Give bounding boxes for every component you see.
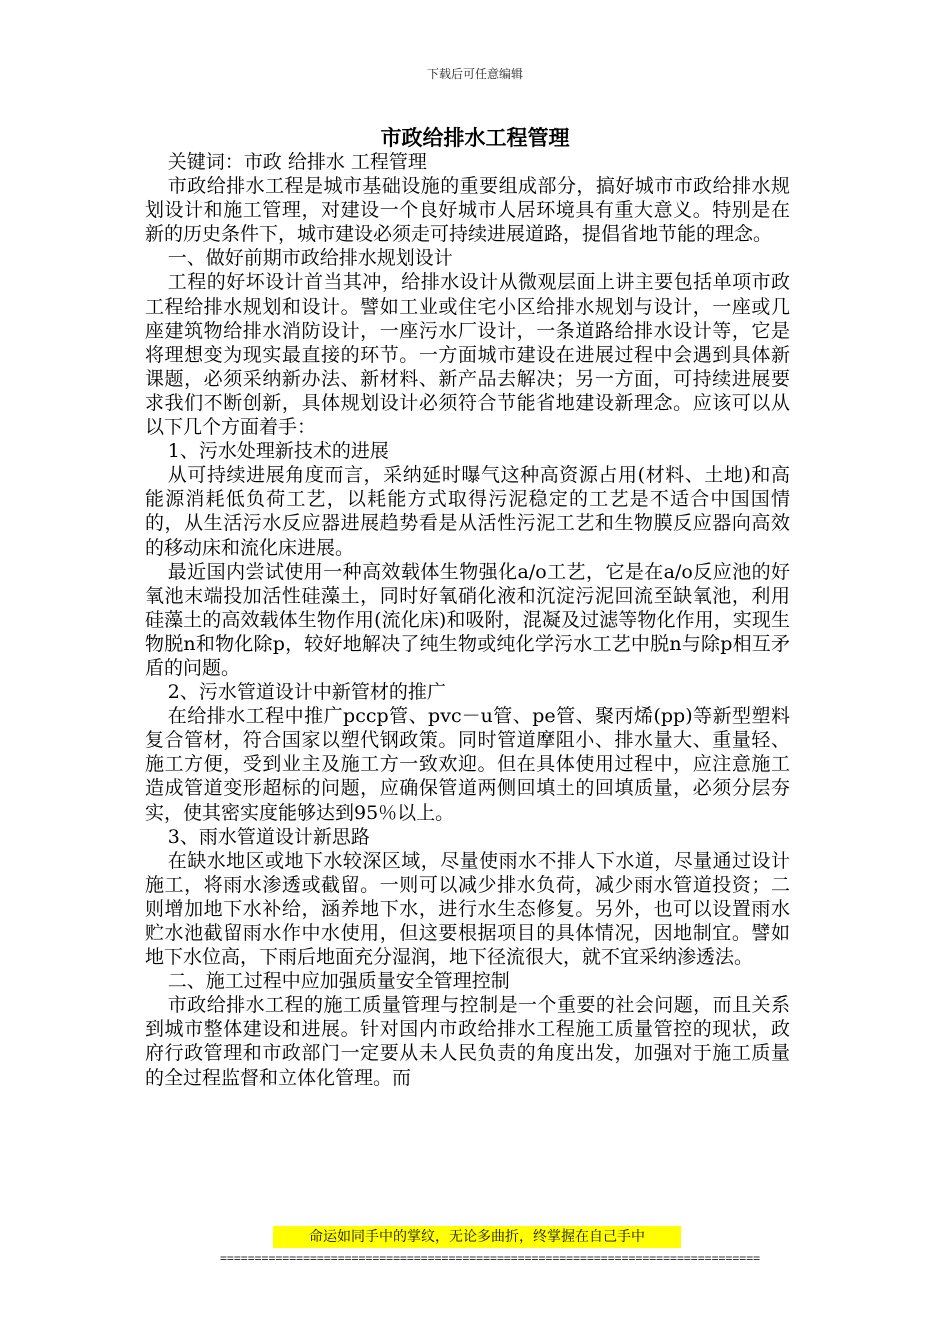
document-body	[145, 150, 790, 1090]
section-heading: 二、施工过程中应加强质量安全管理控制	[167, 970, 510, 993]
body-paragraph: 在缺水地区或地下水较深区域，尽量使雨水不排人下水道，尽量通过设计施工，将雨水渗透或截留。一则可以减少排水负荷，减少雨水管道投资；二则增加地下水补给，涵养地下水，进行水生态修复。另外，也可以设置雨水贮水池截留雨水作中水使用，但这要根据项目的具体情况，因地制宜。譬如地下水位高，下雨后地面充分湿润，地下径流很大，就不宜采纳渗透法。	[145, 849, 790, 969]
body-paragraph: 市政给排水工程的施工质量管理与控制是一个重要的社会问题，而且关系到城市整体建设和进展。针对国内市政给排水工程施工质量管控的现状，政府行政管理和市政部门一定要从未人民负责的角度出发，加强对于施工质量的全过程监督和立体化管理。而	[145, 994, 790, 1089]
header-note: 下载后可任意编辑	[426, 67, 523, 81]
footer-divider: ==============================================================================	[220, 1251, 761, 1265]
footer-banner: 命运如同手中的掌纹，无论多曲折，终掌握在自己手中	[273, 1226, 681, 1248]
body-paragraph: 在给排水工程中推广pccp管、pvc－u管、pe管、聚丙烯(pp)等新型塑料复合管材，符合国家以塑代钢政策。同时管道摩阻小、排水量大、重量轻、施工方便，受到业主及施工方一致欢迎。但在具体使用过程中，应注意施工造成管道变形超标的问题，应确保管道两侧回填土的回填质量，必须分层夯实，使其密实度能够达到95％以上。	[145, 705, 790, 824]
body-paragraph: 市政给排水工程是城市基础设施的重要组成部分，搞好城市市政给排水规划设计和施工管理，对建设一个良好城市人居环境具有重大意义。特别是在新的历史条件下，城市建设必须走可持续进展道路，提倡省地节能的理念。	[145, 175, 790, 246]
document-title: 市政给排水工程管理	[380, 125, 570, 150]
body-paragraph: 从可持续进展角度而言，采纳延时曝气这种高资源占用(材料、土地)和高能源消耗低负荷工艺，以耗能方式取得污泥稳定的工艺是不适合中国国情的，从生活污水反应器进展趋势看是从活性污泥工艺和生物膜反应器向高效的移动床和流化床进展。	[145, 464, 790, 559]
subsection-heading: 3、雨水管道设计新思路	[167, 825, 370, 848]
body-paragraph: 工程的好坏设计首当其冲，给排水设计从微观层面上讲主要包括单项市政工程给排水规划和设计。譬如工业或住宅小区给排水规划与设计，一座或几座建筑物给排水消防设计，一座污水厂设计，一条道路给排水设计等，它是将理想变为现实最直接的环节。一方面城市建设在进展过程中会遇到具体新课题，必须采纳新办法、新材料、新产品去解决；另一方面，可持续进展要求我们不断创新，具体规划设计必须符合节能省地建设新理念。应该可以从以下几个方面着手：	[145, 271, 790, 439]
body-paragraph: 最近国内尝试使用一种高效载体生物强化a/o工艺，它是在a/o反应池的好氧池末端投加活性硅藻土，同时好氧硝化液和沉淀污泥回流至缺氧池，利用硅藻土的高效载体生物作用(流化床)和吸附，混凝及过滤等物化作用，实现生物脱n和物化除p，较好地解决了纯生物或纯化学污水工艺中脱n与除p相互矛盾的问题。	[145, 560, 790, 679]
subsection-heading: 1、污水处理新技术的进展	[167, 440, 389, 463]
section-heading: 一、做好前期市政给排水规划设计	[167, 247, 453, 270]
subsection-heading: 2、污水管道设计中新管材的推广	[167, 681, 446, 704]
keywords-paragraph: 关键词：市政 给排水 工程管理	[167, 151, 427, 173]
